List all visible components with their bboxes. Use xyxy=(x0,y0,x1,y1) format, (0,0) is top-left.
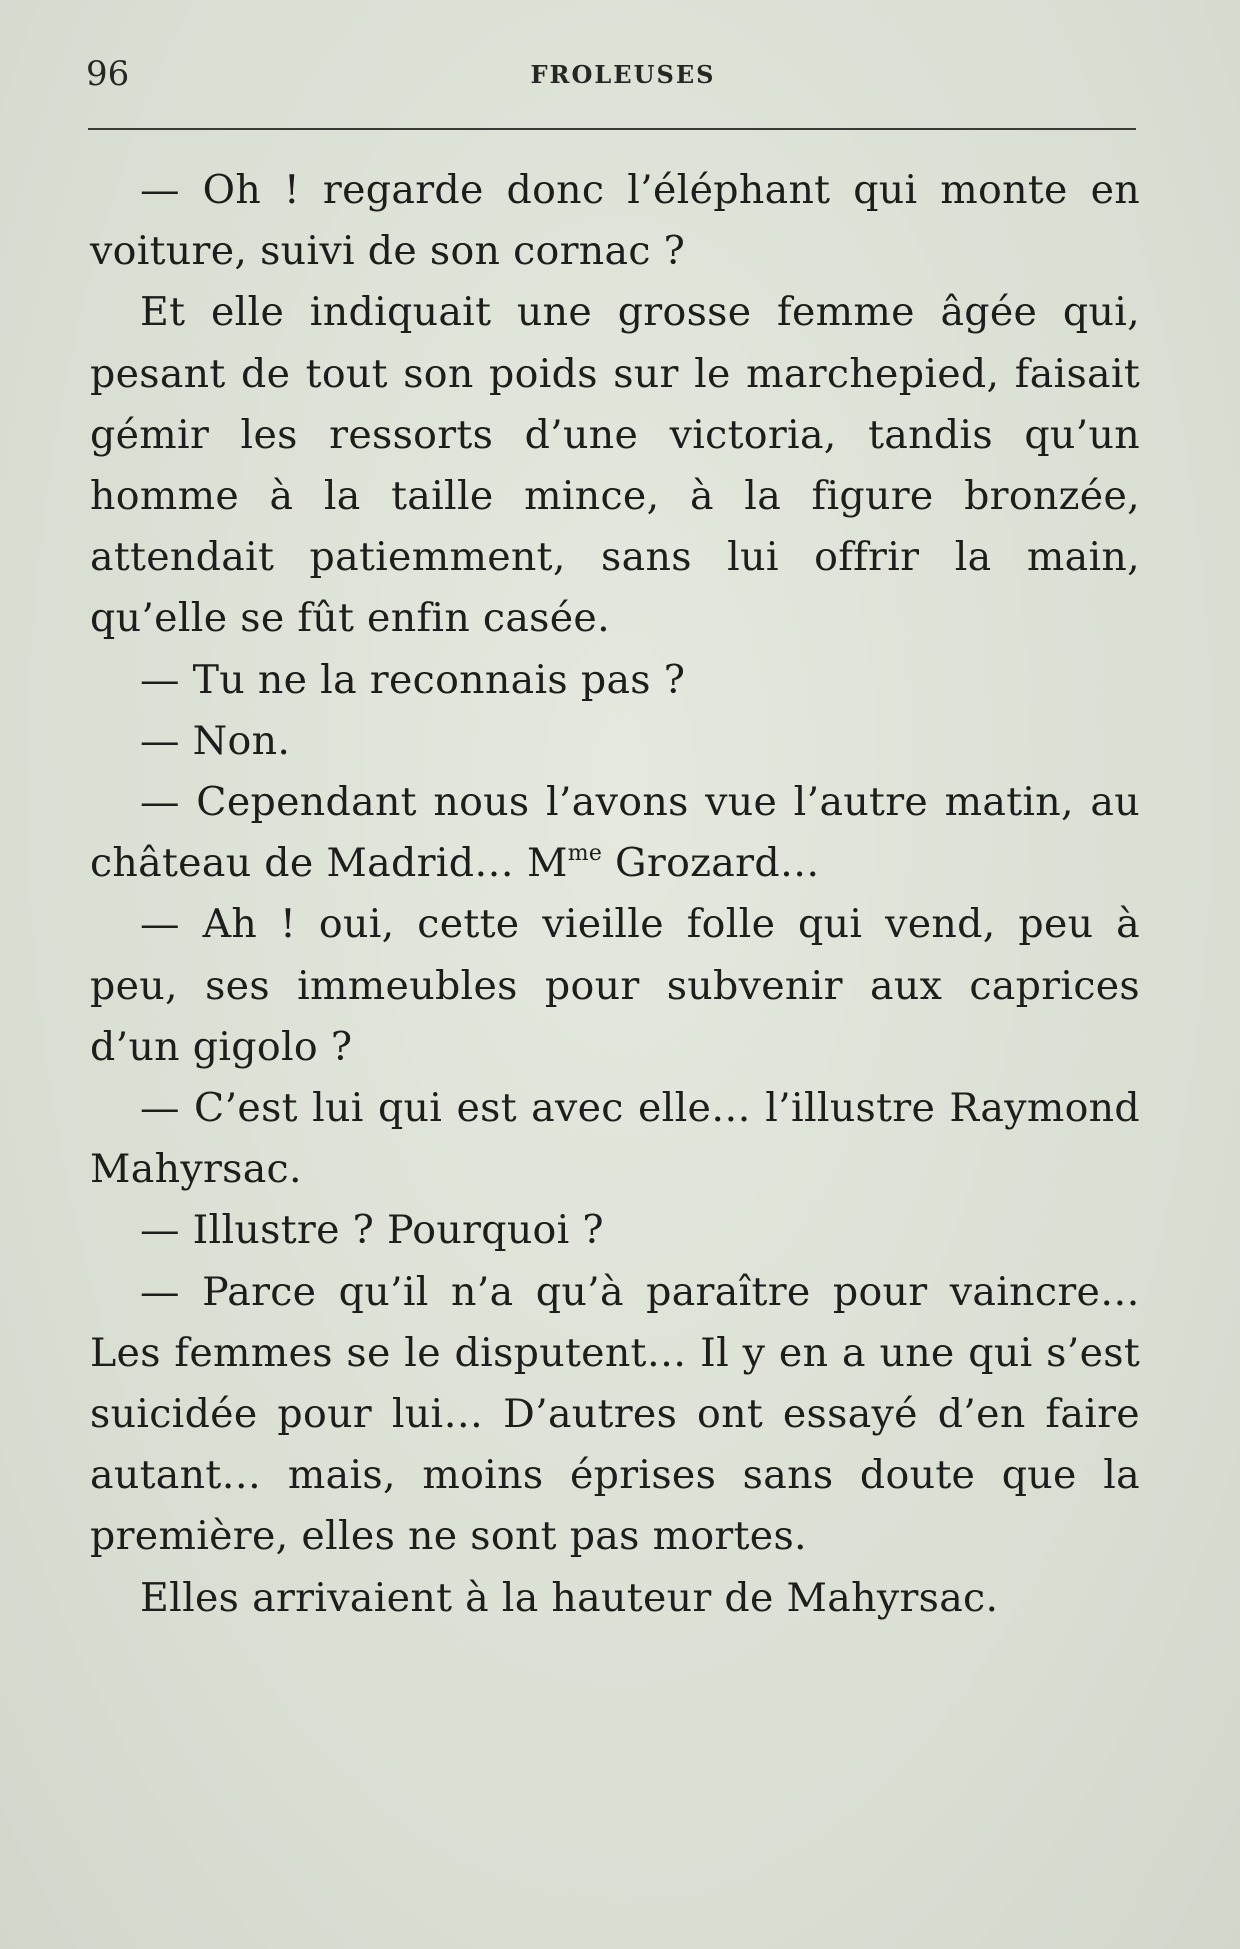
paragraph: — Non. xyxy=(140,717,291,764)
page-number: 96 xyxy=(86,54,130,94)
paragraph: — C’est lui qui est avec elle… l’illustre Raymond Mahyrsac. xyxy=(90,1085,1140,1193)
header-rule xyxy=(88,128,1136,130)
paragraph: — Oh ! regarde donc l’éléphant qui monte en voiture, suivi de son cornac ? xyxy=(90,167,1140,275)
paragraph: Et elle indiquait une grosse femme âgée qui, pesant de tout son poids sur le marchepied, faisait gémir les ressorts d’une victoria, tandis qu’un homme à la taille mince, à la figure bronzée, attendait patiemment, sans lui offrir la main, qu’elle se fût enfin casée. xyxy=(90,289,1140,642)
paragraph xyxy=(90,772,1140,894)
paragraph: — Tu ne la reconnais pas ? xyxy=(140,656,686,703)
abbreviation-superscript: me xyxy=(567,841,603,867)
running-title: FROLEUSES xyxy=(530,60,716,89)
paragraph: — Ah ! oui, cette vieille folle qui vend, peu à peu, ses immeubles pour subvenir aux caprices d’un gigolo ? xyxy=(90,901,1140,1070)
page-header xyxy=(86,54,1136,94)
paragraph-text-tail: Grozard… xyxy=(602,840,820,887)
paragraph: — Parce qu’il n’a qu’à paraître pour vaincre… Les femmes se le disputent… Il y en a une qui s’est suicidée pour lui… D’autres ont essayé d’en faire autant… mais, moins éprises sans doute que la première, elles ne sont pas mortes. xyxy=(90,1268,1140,1560)
paragraph: — Illustre ? Pourquoi ? xyxy=(140,1207,604,1254)
body-text xyxy=(90,160,1140,1629)
paragraph: Elles arrivaient à la hauteur de Mahyrsac. xyxy=(140,1574,999,1621)
paragraph-text: — Cependant nous l’avons vue l’autre matin, au château de Madrid… M xyxy=(90,779,1140,887)
